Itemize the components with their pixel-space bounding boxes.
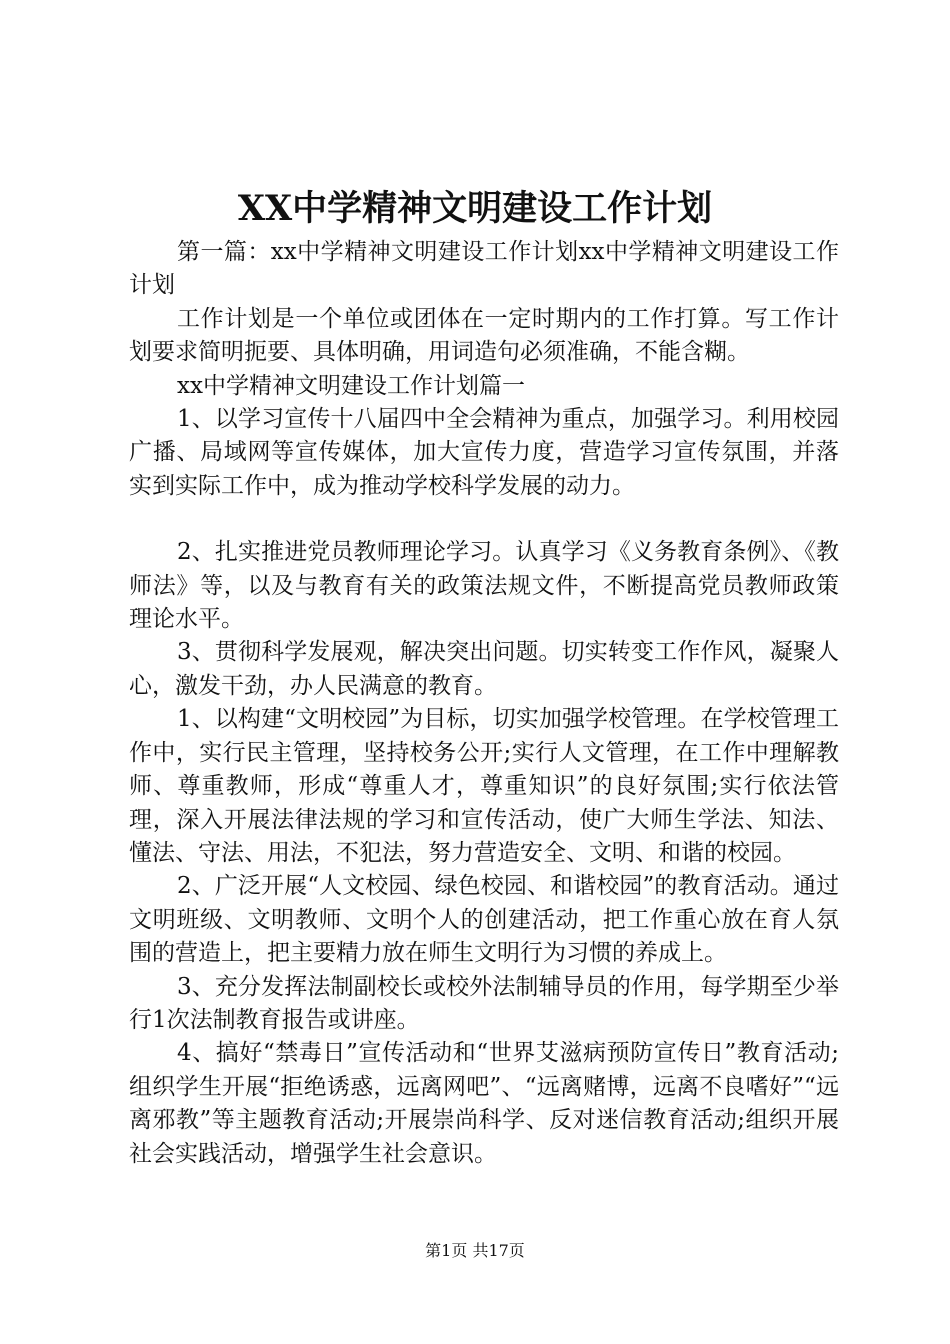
paragraph-10: 4、搞好“禁毒日”宣传活动和“世界艾滋病预防宣传日”教育活动;组织学生开展“拒绝诱惑，远离网吧”、“远离赌博，远离不良嗜好”“远离邪教”等主题教育活动;开展崇尚科学、反对迷信教育活动;组织开展社会实践活动，增强学生社会意识。 [129, 1040, 839, 1167]
paragraph-8: 2、广泛开展“人文校园、绿色校园、和谐校园”的教育活动。通过文明班级、文明教师、文明个人的创建活动，把工作重心放在育人氛围的营造上，把主要精力放在师生文明行为习惯的养成上。 [129, 873, 839, 967]
paragraph-7: 1、以构建“文明校园”为目标，切实加强学校管理。在学校管理工作中，实行民主管理，坚持校务公开;实行人文管理，在工作中理解教师、尊重教师，形成“尊重人才，尊重知识”的良好氛围;实行依法管理，深入开展法律法规的学习和宣传活动，使广大师生学法、知法、懂法、守法、用法，不犯法，努力营造安全、文明、和谐的校园。 [129, 706, 839, 866]
paragraph-6: 3、贯彻科学发展观，解决突出问题。切实转变工作作风，凝聚人心，激发干劲，办人民满意的教育。 [129, 639, 839, 699]
paragraph-9: 3、充分发挥法制副校长或校外法制辅导员的作用，每学期至少举行1次法制教育报告或讲座。 [129, 973, 839, 1033]
document-title: XX中学精神文明建设工作计划 [237, 188, 713, 229]
paragraph-2: 工作计划是一个单位或团体在一定时期内的工作打算。写工作计划要求简明扼要、具体明确，用词造句必须准确，不能含糊。 [129, 305, 839, 366]
page-number-footer: 第1页 共17页 [425, 1241, 525, 1260]
paragraph-1: 第一篇：xx中学精神文明建设工作计划xx中学精神文明建设工作计划 [129, 239, 839, 299]
paragraph-3: xx中学精神文明建设工作计划篇一 [177, 372, 525, 399]
paragraph-5: 2、扎实推进党员教师理论学习。认真学习《义务教育条例》、《教师法》等，以及与教育有关的政策法规文件，不断提高党员教师政策理论水平。 [129, 539, 839, 633]
paragraph-4: 1、以学习宣传十八届四中全会精神为重点，加强学习。利用校园广播、局域网等宣传媒体，加大宣传力度，营造学习宣传氛围，并落实到实际工作中，成为推动学校科学发展的动力。 [129, 406, 839, 499]
document-body [129, 236, 839, 1171]
